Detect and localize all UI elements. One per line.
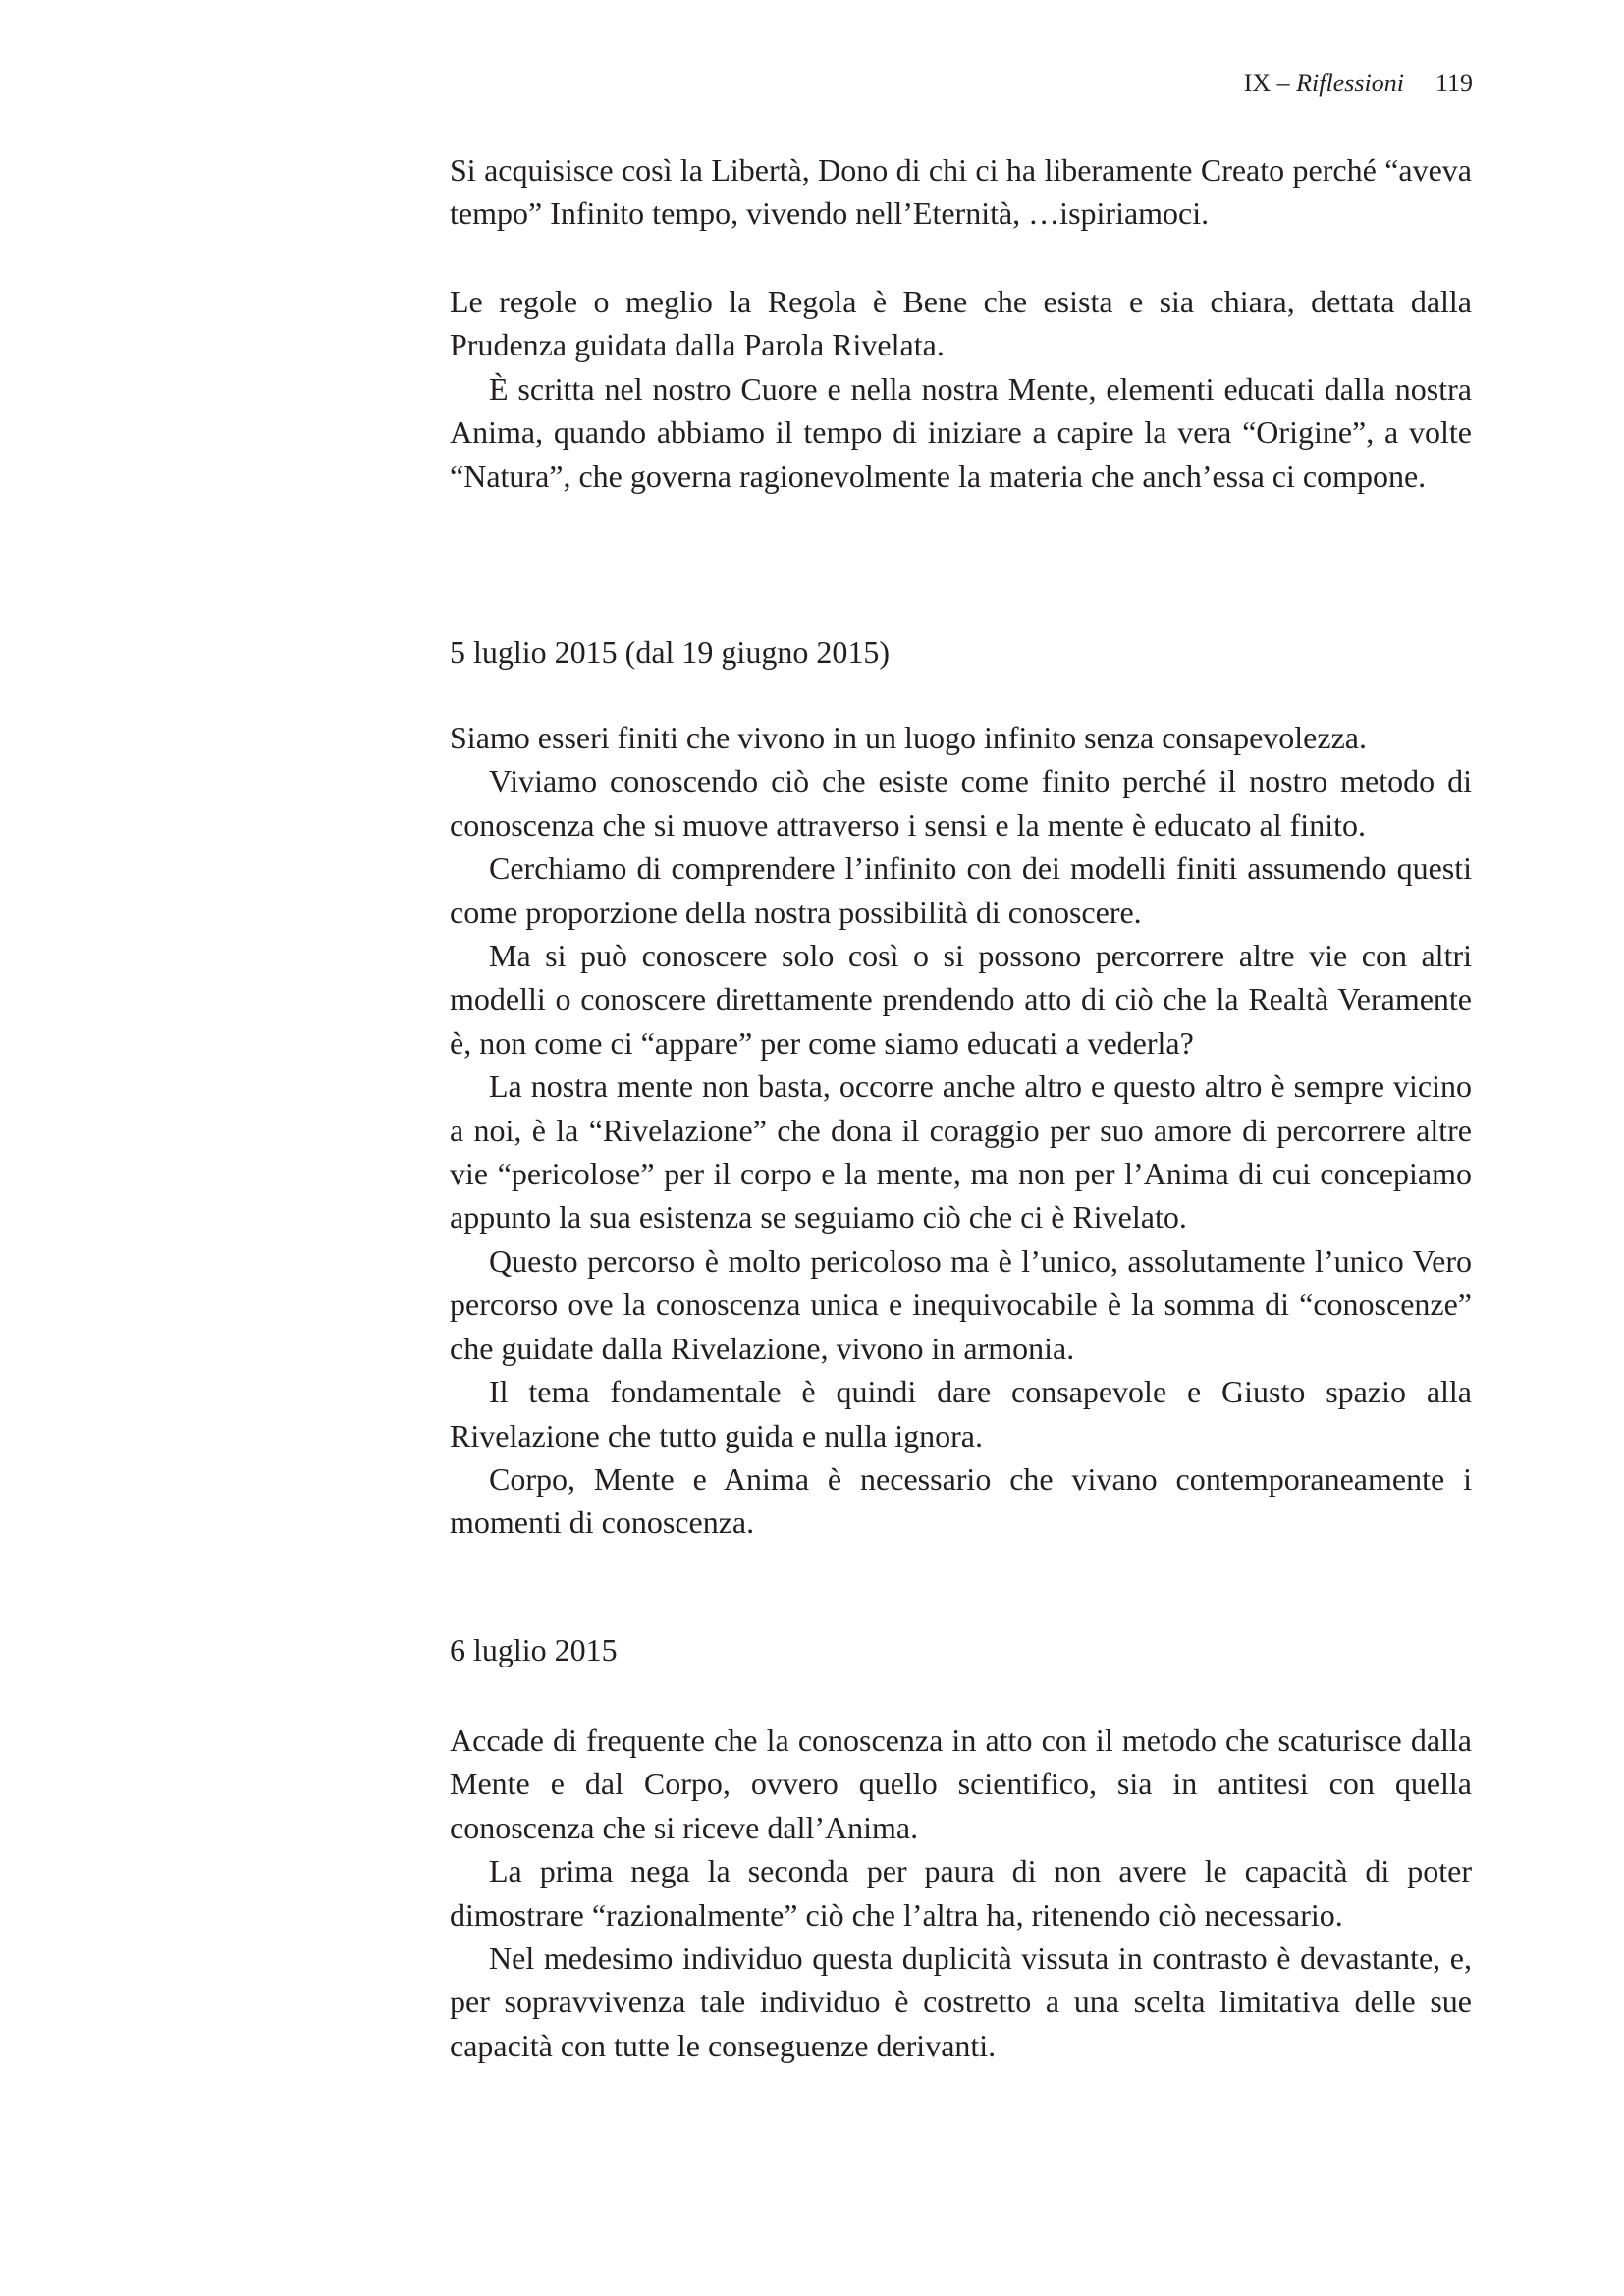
paragraph: Le regole o meglio la Regola è Bene che esista e sia chiara, dettata dalla Prudenza guidata dalla Parola Rivelata. <box>450 284 1472 363</box>
entry-body <box>450 716 1472 1545</box>
entry-date-heading: 5 luglio 2015 (dal 19 giugno 2015) <box>450 634 890 670</box>
paragraph: Il tema fondamentale è quindi dare consapevole e Giusto spazio alla Rivelazione che tutto guida e nulla ignora. <box>450 1374 1472 1453</box>
page-number: 119 <box>1435 69 1473 97</box>
paragraph: La nostra mente non basta, occorre anche altro e questo altro è sempre vicino a noi, è la “Rivelazione” che dona il coraggio per suo amore di percorrere altre vie “pericolose” per il corpo e la mente, ma non per l’Anima di cui concepiamo appunto la sua esistenza se seguiamo ciò che ci è Rivelato. <box>450 1068 1472 1235</box>
paragraph: Nel medesimo individuo questa duplicità vissuta in contrasto è devastante, e, per sopravvivenza tale individuo è costretto a una scelta limitativa delle sue capacità con tutte le conseguenze derivanti. <box>450 1941 1472 2063</box>
paragraph: Viviamo conoscendo ciò che esiste come finito perché il nostro metodo di conoscenza che si muove attraverso i sensi e la mente è educato al finito. <box>450 763 1472 843</box>
intro-paragraph-1 <box>450 148 1472 236</box>
paragraph: Questo percorso è molto pericoloso ma è l’unico, assolutamente l’unico Vero percorso ove la conoscenza unica e inequivocabile è la somma di “conoscenze” che guidate dalla Rivelazione, vivono in armonia. <box>450 1242 1472 1366</box>
paragraph: È scritta nel nostro Cuore e nella nostra Mente, elementi educati dalla nostra Anima, quando abbiamo il tempo di iniziare a capire la vera “Origine”, a volte “Natura”, che governa ragionevolmente la materia che anch’essa ci compone. <box>450 370 1472 494</box>
paragraph: Siamo esseri finiti che vivono in un luogo infinito senza consapevolezza. <box>450 720 1367 755</box>
paragraph: Cerchiamo di comprendere l’infinito con dei modelli finiti assumendo questi come proporzione della nostra possibilità di conoscere. <box>450 850 1472 930</box>
paragraph: Accade di frequente che la conoscenza in atto con il metodo che scaturisce dalla Mente e dal Corpo, ovvero quello scientifico, sia in antitesi con quella conoscenza che si riceve dall’Anima. <box>450 1722 1472 1845</box>
entry-body <box>450 1719 1472 2067</box>
header-separator: – <box>1271 69 1297 97</box>
intro-block <box>450 280 1472 498</box>
paragraph: Corpo, Mente e Anima è necessario che vivano contemporaneamente i momenti di conoscenza. <box>450 1460 1472 1541</box>
paragraph: La prima nega la seconda per paura di non avere le capacità di poter dimostrare “razionalmente” ciò che l’altra ha, ritenendo ciò necessario. <box>450 1853 1472 1933</box>
paragraph: Ma si può conoscere solo così o si possono percorrere altre vie con altri modelli o conoscere direttamente prendendo atto di ciò che la Realtà Veramente è, non come ci “appare” per come siamo educati a vederla? <box>450 938 1472 1061</box>
running-header <box>1244 69 1473 98</box>
chapter-title: Riflessioni <box>1296 69 1404 97</box>
entry-date-heading: 6 luglio 2015 <box>450 1632 618 1667</box>
chapter-number: IX <box>1243 69 1272 97</box>
paragraph: Si acquisisce così la Libertà, Dono di chi ci ha liberamente Creato perché “aveva tempo” Infinito tempo, vivendo nell’Eternità, …ispiriamoci. <box>450 152 1472 232</box>
